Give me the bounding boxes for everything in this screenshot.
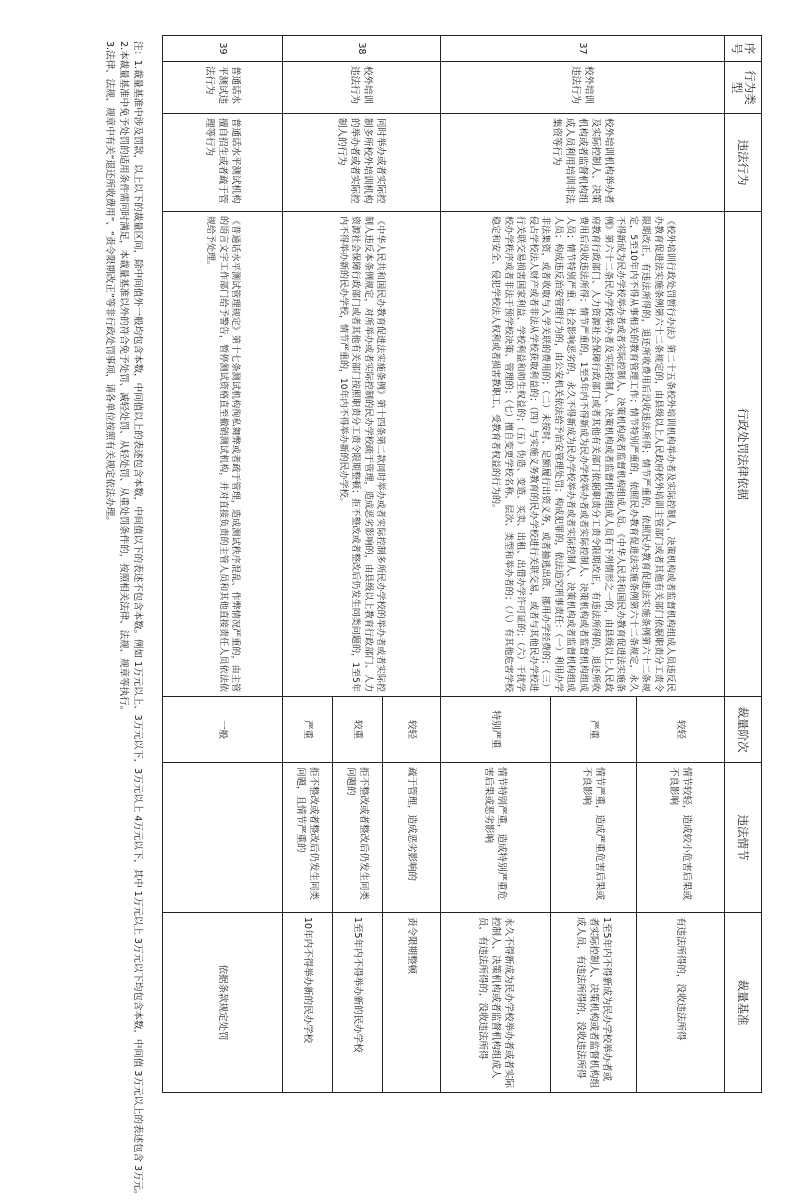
- standard: 有违法所得的，没收违法所得: [637, 913, 725, 1093]
- standard: 责令限期整顿: [383, 913, 441, 1093]
- row-basis: 《中华人民共和国民办教育促进法实施条例》第十四条第二款同时举办或者实际控制多所民办学校的举办者或者实际控制人违反本条例规定，对所举办或者实际控制的民办学校疏于管理，造成恶劣影响的，由县级以上教育行政部门、人力资源社会保障行政部门或者其他有关部门按照职责分工责令限期整顿；拒不整改或者整改后仍发生同类问题的，1至5年内不得举办新的民办学校，情节严重的，10年内不得举办新的民办学校。: [283, 212, 441, 697]
- level: 较轻: [383, 697, 441, 763]
- level: 特别严重: [441, 697, 551, 763]
- row-act: 普通话水平测试机构擅自招生或者疏于管理等行为: [163, 114, 283, 212]
- circumstance: 情节特别严重，造成特别严重危害后果或恶劣影响: [441, 763, 551, 913]
- header-level: 裁量阶次: [725, 697, 762, 763]
- table-header-row: [725, 36, 762, 1093]
- level: 严重: [551, 697, 637, 763]
- circumstance: 情节较轻，造成较小危害后果或不良影响: [637, 763, 725, 913]
- level: 较轻: [637, 697, 725, 763]
- row-act: 校外培训机构举办者及实际控制人、决策机构或者监督机构组成人员利用培训非法集资等行为: [441, 114, 725, 212]
- header-act: 违法行为: [725, 114, 762, 212]
- row-basis: 《校外培训行政处罚暂行办法》第二十五条校外培训机构举办者及实际控制人、决策机构或者监督机构组成人员违反民办教育促进法实施条例第六十二条规定的，由县级以上人民政府校外培训主管部门或者其他有关部门依据职责分工责令限期改正，有违法所得的，退还所收费用后没收违法所得；情节严重的，依照民办教育促进法实施条例第六十二条规定，5至10年内不得从事相关的教育管理工作；情节特别严重的，依照民办教育促进法实施条例第六十二条规定，永久不得新成为民办学校举办者或者实际控制人、决策机构或者监督机构组成人员。《中华人民共和国民办教育促进法实施条例》第六十二条民办学校举办者及实际控制人、决策机构或者监督机构组成人员有下列情形之一的，由县级以上人民政府教育行政部门、人力资源社会保障行政部门或者其他有关部门依据职责分工责令限期改正，有违法所得的，退还所收费用后没收违法所得；情节严重的，1至5年内不得新成为民办学校举办者或者实际控制人、决策机构或者监督机构组成人员；情节特别严重、社会影响恶劣的，永久不得新成为民办学校举办者或者实际控制人、决策机构或者监督机构组成人员；构成违反治安管理行为的，由公安机关依法给予治安管理处罚；构成犯罪的，依法追究刑事责任：（一）利用办学非法集资，或者收取与入学关联的费用的；（二）未按时、足额履行出资义务，或者抽逃出资、挪用办学经费的；（三）侵占学校法人财产或者非法从学校获取利益的；（四）与实施义务教育的民办学校进行关联交易，或者与其他民办学校进行关联交易损害国家利益、学校利益和师生权益的；（五）伪造、变造、买卖、出租、出借办学许可证的；（六）干扰学校办学秩序或者非法干预学校决策、管理的；（七）擅自变更学校名称、层次、类型和举办者的；（八）有其他危害学校稳定和安全、侵犯学校法人权利或者损害教职工、受教育者权益的行为的。: [441, 212, 725, 697]
- row-basis: 《普通话水平测试管理规定》第十七条测试机构徇私舞弊或者疏于管理，造成测试秩序混乱、作弊情况严重的，由主管的语言文字工作部门给予警告，暂停测试资格直至撤销测试机构，并对直接负责的主管人员和其他直接责任人员依法依规给予处理。: [163, 212, 283, 697]
- row-type: 校外培训违法行为: [441, 62, 725, 114]
- level: 较重: [333, 697, 383, 763]
- header-no: 序号: [725, 36, 762, 62]
- standard: 10年内不得举办新的民办学校: [283, 913, 333, 1093]
- row-act: 同时举办或者实际控制多所校外培训机构的举办者或者实际控制人的行为: [283, 114, 441, 212]
- standard: 永久不得新成为民办学校举办者或者实际控制人、决策机构或者监督机构组成人员，有违法所得的，没收违法所得: [441, 913, 551, 1093]
- circumstance: 拒不整改或者整改后仍发生同类问题的: [333, 763, 383, 913]
- header-std: 裁量基准: [725, 913, 762, 1093]
- circumstance: 情节严重，造成严重危害后果或不良影响: [551, 763, 637, 913]
- circumstance: 疏于管理，造成恶劣影响的: [383, 763, 441, 913]
- table-row: [383, 36, 441, 1093]
- row-no: 37: [441, 36, 725, 62]
- standard: 依据条款规定处罚: [163, 913, 283, 1093]
- penalty-discretion-table: [162, 35, 762, 1093]
- footnote-1: 注：1.裁量基准中涉及罚款，以上以下的裁量区间，除中间值外一般均包含本数，中间值以上的表述包含本数，中间值以下的表述不包含本数。例如 1万元以上、3万元以下，3万元以上 4万元以下，其中 1万元以上 3万元以下均包含本数，中间值 3万元以上的表述包含 3万元。: [132, 41, 143, 1200]
- standard: 1至5年内不得新成为民办学校举办者或者实际控制人、决策机构或者监督机构组成人员，有违法所得的，没收违法所得: [551, 913, 637, 1093]
- level: 严重: [283, 697, 333, 763]
- footnotes: [102, 41, 144, 1200]
- table-row: [163, 36, 283, 1093]
- header-circ: 违法情节: [725, 763, 762, 913]
- header-basis: 行政处罚法律依据: [725, 212, 762, 697]
- header-type: 行为类型: [725, 62, 762, 114]
- row-type: 校外培训违法行为: [283, 62, 441, 114]
- standard: 1至5年内不得举办新的民办学校: [333, 913, 383, 1093]
- footnote-3: 3.法律、法规、规章中有关“退还所收费用”、“责令限期改正”等非行政处罚事项，请各单位按照有关规定依法办理。: [104, 41, 115, 526]
- table-row: [637, 36, 725, 1093]
- level: 一般: [163, 697, 283, 763]
- circumstance: [163, 763, 283, 913]
- circumstance: 拒不整改或者整改后仍发生同类问题，且情节严重的: [283, 763, 333, 913]
- row-no: 38: [283, 36, 441, 62]
- row-no: 39: [163, 36, 283, 62]
- rotated-document-sheet: [27, 35, 762, 1200]
- row-type: 普通话水平测试违法行为: [163, 62, 283, 114]
- footnote-2: 2.本裁量基准中免予处罚的适用条件需同时满足，本裁量基准以外的符合免予处罚、减轻处罚、从轻处罚、从重处罚条件的，按照相关法律、法规、规章等执行。: [118, 41, 129, 716]
